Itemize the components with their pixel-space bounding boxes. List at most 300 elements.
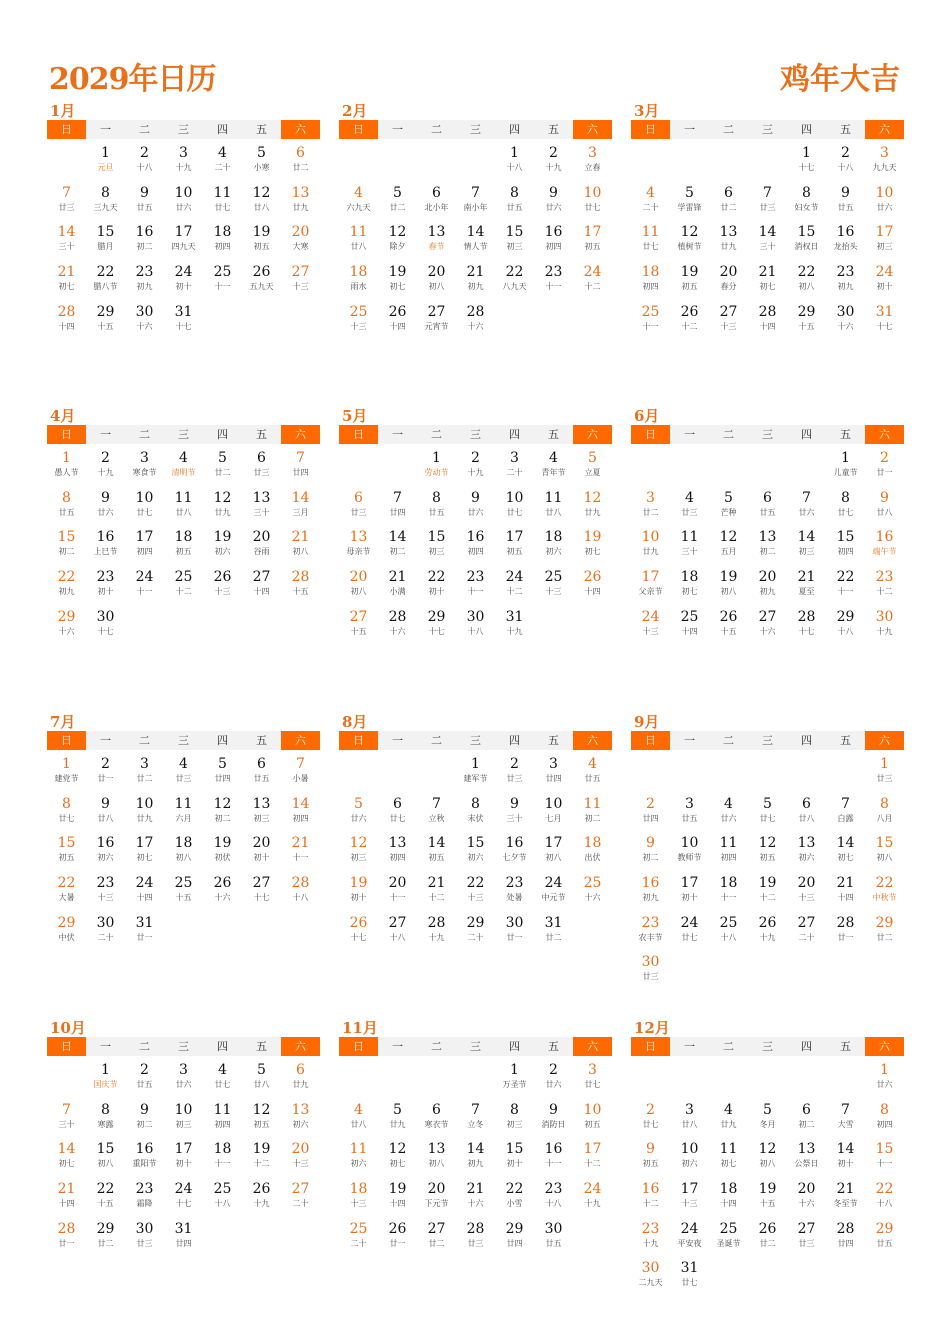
lunar-label: 十六	[136, 321, 153, 331]
day-number: 27	[291, 1181, 310, 1198]
lunar-label: 植树节	[677, 242, 702, 252]
weekday-label: 二	[139, 123, 150, 136]
day-number: 30	[135, 303, 154, 320]
day-number: 6	[802, 1101, 811, 1118]
day-cell	[631, 1135, 670, 1175]
lunar-label: 农丰节	[638, 932, 663, 942]
weekday-label: 日	[339, 1037, 378, 1056]
weekday-label: 一	[684, 1040, 695, 1053]
day-cell	[456, 484, 495, 524]
day-cell	[378, 1096, 417, 1136]
month-title: 1月	[50, 102, 76, 120]
lunar-label: 廿六	[175, 202, 192, 212]
lunar-label: 芒种	[720, 507, 737, 517]
day-cell	[573, 1135, 612, 1175]
lunar-label: 廿七	[136, 507, 153, 517]
lunar-label: 重阳节	[132, 1159, 157, 1169]
day-cell	[534, 869, 573, 909]
day-number: 21	[797, 569, 816, 586]
day-cell	[339, 909, 378, 949]
day-cell	[281, 750, 320, 790]
day-number: 28	[427, 914, 446, 931]
lunar-label: 廿四	[545, 774, 562, 783]
day-cell	[456, 218, 495, 258]
day-number: 26	[719, 608, 738, 625]
day-number: 28	[388, 608, 407, 625]
day-cell	[787, 909, 826, 949]
lunar-label: 十五	[720, 626, 737, 636]
day-number: 10	[641, 529, 660, 546]
day-number: 22	[96, 1181, 115, 1198]
weekday-label: 六	[865, 425, 904, 444]
day-cell	[242, 218, 281, 258]
day-number: 23	[875, 569, 894, 586]
lunar-label: 廿三	[759, 202, 776, 212]
lunar-label: 廿五	[506, 202, 523, 212]
day-cell	[826, 790, 865, 830]
lunar-label: 十四	[584, 587, 601, 597]
day-cell	[456, 444, 495, 484]
day-cell	[456, 790, 495, 830]
weekday-label: 六	[281, 120, 320, 139]
day-number: 21	[427, 875, 446, 892]
weekday-label: 日	[631, 731, 670, 750]
lunar-label: 十九	[759, 932, 776, 942]
day-cell	[125, 218, 164, 258]
weekday-label: 二	[723, 123, 734, 136]
day-cell	[125, 298, 164, 338]
weekday-label: 日	[631, 120, 670, 139]
day-cell	[495, 750, 534, 790]
lunar-label: 小暑	[292, 774, 309, 783]
day-number: 11	[719, 1141, 738, 1158]
day-number: 8	[841, 489, 850, 506]
lunar-label: 十二	[759, 893, 776, 903]
day-number: 18	[349, 1181, 368, 1198]
day-number: 16	[836, 224, 855, 241]
month-block	[47, 405, 320, 705]
day-number: 25	[719, 914, 738, 931]
lunar-label: 三月	[292, 507, 309, 517]
month-block	[47, 100, 320, 400]
day-cell	[826, 869, 865, 909]
day-grid	[631, 750, 904, 988]
day-cell	[125, 1135, 164, 1175]
lunar-label: 廿七	[681, 1278, 698, 1288]
day-cell	[573, 218, 612, 258]
day-number: 1	[62, 756, 71, 772]
day-number: 11	[680, 529, 699, 546]
day-cell	[242, 1135, 281, 1175]
day-number: 20	[252, 835, 271, 852]
day-cell	[378, 790, 417, 830]
day-number: 4	[179, 450, 188, 466]
day-number: 26	[252, 1181, 271, 1198]
lunar-label: 十八	[136, 163, 153, 172]
lunar-label: 初八	[292, 547, 309, 557]
day-cell	[125, 1096, 164, 1136]
day-number: 11	[583, 795, 602, 812]
day-cell	[417, 1175, 456, 1215]
lunar-label: 初三	[253, 813, 270, 823]
day-number: 22	[505, 1181, 524, 1198]
day-number: 24	[680, 914, 699, 931]
day-cell	[709, 869, 748, 909]
day-number: 26	[583, 569, 602, 586]
day-cell	[47, 444, 86, 484]
lunar-label: 廿五	[545, 1238, 562, 1248]
day-number: 23	[505, 875, 524, 892]
day-number: 10	[174, 184, 193, 201]
calendar-header	[0, 0, 950, 100]
day-cell	[203, 1135, 242, 1175]
lunar-label: 圣诞节	[716, 1238, 741, 1248]
day-cell	[748, 179, 787, 219]
day-cell	[378, 258, 417, 298]
day-cell	[378, 484, 417, 524]
lunar-label: 十七	[798, 626, 815, 636]
day-cell	[826, 444, 865, 484]
lunar-label: 十二	[506, 587, 523, 597]
day-number: 14	[466, 1141, 485, 1158]
lunar-label: 初七	[584, 547, 601, 557]
day-cell	[125, 563, 164, 603]
lunar-label: 廿一	[136, 932, 153, 942]
weekday-label: 四	[801, 123, 812, 136]
day-number: 23	[641, 914, 660, 931]
weekday-label: 一	[100, 734, 111, 747]
weekday-header	[47, 425, 320, 444]
day-number: 6	[257, 450, 266, 466]
weekday-header	[631, 120, 904, 139]
day-number: 20	[719, 264, 738, 281]
day-cell	[281, 829, 320, 869]
lunar-label: 中伏	[58, 932, 75, 942]
day-cell	[378, 298, 417, 338]
weekday-header	[631, 1037, 904, 1056]
day-cell	[865, 909, 904, 949]
day-cell	[417, 603, 456, 643]
day-number: 21	[291, 529, 310, 546]
day-number: 18	[680, 569, 699, 586]
lunar-label: 下元节	[424, 1199, 449, 1209]
day-number: 12	[213, 489, 232, 506]
day-cell	[573, 1096, 612, 1136]
day-number: 8	[101, 1101, 110, 1118]
weekday-label: 五	[840, 428, 851, 441]
weekday-label: 日	[47, 120, 86, 139]
weekday-label: 六	[281, 731, 320, 750]
lunar-label: 二十	[642, 202, 659, 212]
day-number: 20	[427, 1181, 446, 1198]
day-number: 29	[466, 914, 485, 931]
day-number: 22	[875, 875, 894, 892]
lunar-label: 初七	[58, 1159, 75, 1169]
lunar-label: 廿五	[837, 202, 854, 212]
day-number: 4	[179, 756, 188, 772]
day-cell	[495, 484, 534, 524]
day-number: 14	[57, 224, 76, 241]
day-number: 21	[57, 1181, 76, 1198]
lunar-label: 十四	[837, 893, 854, 903]
day-cell	[748, 1175, 787, 1215]
lunar-label: 初九	[759, 587, 776, 597]
lunar-label: 十三	[681, 1199, 698, 1209]
weekday-label: 二	[723, 734, 734, 747]
day-cell	[456, 829, 495, 869]
day-number: 23	[544, 1181, 563, 1198]
day-number: 22	[57, 875, 76, 892]
day-number: 28	[291, 875, 310, 892]
lunar-label: 大寒	[292, 242, 309, 252]
day-number: 16	[96, 529, 115, 546]
day-cell	[573, 790, 612, 830]
lunar-label: 十一	[214, 1159, 231, 1169]
lunar-label: 十一	[545, 1159, 562, 1169]
lunar-label: 十六	[584, 893, 601, 903]
weekday-header	[47, 731, 320, 750]
weekday-label: 四	[801, 1040, 812, 1053]
day-number: 8	[432, 489, 441, 506]
weekday-label: 二	[139, 428, 150, 441]
day-cell	[787, 603, 826, 643]
day-number: 29	[836, 608, 855, 625]
day-cell	[865, 139, 904, 179]
lunar-label: 初四	[214, 1119, 231, 1129]
day-cell	[631, 1254, 670, 1294]
lunar-label: 元宵节	[424, 321, 449, 331]
weekday-label: 三	[178, 123, 189, 136]
day-cell	[164, 1215, 203, 1255]
lunar-label: 廿七	[759, 813, 776, 823]
day-number: 27	[758, 608, 777, 625]
day-cell	[826, 1215, 865, 1255]
day-number: 17	[174, 1141, 193, 1158]
day-number: 22	[505, 264, 524, 281]
day-cell	[534, 139, 573, 179]
day-cell	[125, 869, 164, 909]
month-block	[339, 405, 612, 705]
day-number: 21	[466, 264, 485, 281]
day-number: 20	[252, 529, 271, 546]
weekday-label: 五	[548, 734, 559, 747]
day-cell	[670, 1135, 709, 1175]
lunar-label: 十三	[798, 893, 815, 903]
day-cell	[281, 523, 320, 563]
day-number: 4	[724, 1101, 733, 1118]
day-number: 16	[641, 1181, 660, 1198]
day-number: 10	[680, 1141, 699, 1158]
weekday-label: 四	[801, 428, 812, 441]
lunar-label: 十五	[350, 626, 367, 636]
day-number: 26	[349, 914, 368, 931]
lunar-label: 三九天	[93, 202, 118, 212]
day-number: 17	[505, 529, 524, 546]
day-cell	[865, 298, 904, 338]
weekday-label: 六	[573, 1037, 612, 1056]
weekday-label: 二	[431, 734, 442, 747]
day-number: 25	[213, 1181, 232, 1198]
lunar-label: 初四	[837, 547, 854, 557]
day-number: 29	[427, 608, 446, 625]
day-cell	[164, 258, 203, 298]
day-cell	[125, 1215, 164, 1255]
lunar-label: 廿五	[428, 507, 445, 517]
day-number: 4	[354, 184, 363, 201]
day-cell	[242, 829, 281, 869]
month-title: 3月	[634, 102, 660, 120]
day-number: 24	[583, 264, 602, 281]
day-number: 13	[388, 835, 407, 852]
day-number: 9	[841, 184, 850, 201]
lunar-label: 六九天	[346, 202, 371, 212]
day-cell	[670, 869, 709, 909]
day-cell	[748, 218, 787, 258]
day-cell	[495, 909, 534, 949]
day-cell	[339, 218, 378, 258]
day-number: 10	[544, 795, 563, 812]
day-number: 4	[218, 145, 227, 161]
lunar-label: 初三	[175, 1119, 192, 1129]
empty-cell	[339, 1056, 378, 1096]
day-cell	[417, 790, 456, 830]
day-cell	[281, 563, 320, 603]
weekday-label: 六	[573, 425, 612, 444]
lunar-label: 雨水	[350, 282, 367, 292]
lunar-label: 廿五	[759, 507, 776, 517]
lunar-label: 初九	[837, 282, 854, 292]
day-grid	[339, 1056, 612, 1254]
day-number: 4	[685, 489, 694, 506]
day-number: 16	[505, 835, 524, 852]
day-cell	[709, 298, 748, 338]
day-number: 3	[880, 145, 889, 161]
day-cell	[378, 179, 417, 219]
day-number: 28	[466, 303, 485, 320]
day-number: 10	[135, 489, 154, 506]
lunar-label: 廿一	[876, 468, 893, 477]
day-cell	[164, 444, 203, 484]
day-number: 21	[758, 264, 777, 281]
lunar-label: 十一	[876, 1159, 893, 1169]
lunar-label: 初五	[506, 547, 523, 557]
lunar-label: 初二	[136, 242, 153, 252]
lunar-label: 十四	[389, 1199, 406, 1209]
day-cell	[125, 829, 164, 869]
lunar-label: 十六	[798, 1199, 815, 1209]
weekday-label: 五	[256, 1040, 267, 1053]
day-number: 15	[96, 224, 115, 241]
empty-cell	[378, 139, 417, 179]
lunar-label: 初四	[545, 242, 562, 252]
lunar-label: 十一	[720, 893, 737, 903]
day-number: 10	[135, 795, 154, 812]
day-cell	[125, 523, 164, 563]
day-cell	[339, 1215, 378, 1255]
day-number: 22	[836, 569, 855, 586]
lunar-label: 廿二	[292, 163, 309, 172]
day-cell	[631, 484, 670, 524]
lunar-label: 妇女节	[794, 202, 819, 212]
day-cell	[865, 1056, 904, 1096]
day-cell	[456, 298, 495, 338]
lunar-label: 初十	[876, 282, 893, 292]
lunar-label: 廿八	[175, 507, 192, 517]
lunar-label: 十二	[876, 587, 893, 597]
empty-cell	[709, 139, 748, 179]
lunar-label: 廿八	[350, 242, 367, 252]
day-number: 31	[875, 303, 894, 320]
day-number: 25	[174, 875, 193, 892]
weekday-header	[47, 1037, 320, 1056]
day-cell	[164, 750, 203, 790]
day-number: 31	[135, 914, 154, 931]
lunar-label: 廿三	[798, 1238, 815, 1248]
day-number: 19	[758, 1181, 777, 1198]
day-cell	[281, 258, 320, 298]
lunar-label: 廿七	[837, 507, 854, 517]
weekday-label: 五	[256, 123, 267, 136]
lunar-label: 立秋	[428, 813, 445, 823]
day-number: 2	[101, 450, 110, 466]
lunar-label: 十九	[642, 1238, 659, 1248]
lunar-label: 十一	[837, 587, 854, 597]
day-cell	[164, 1135, 203, 1175]
lunar-label: 十八	[545, 1199, 562, 1209]
lunar-label: 初九	[467, 1159, 484, 1169]
day-cell	[826, 1135, 865, 1175]
day-number: 13	[252, 795, 271, 812]
weekday-label: 四	[509, 734, 520, 747]
day-cell	[164, 1056, 203, 1096]
day-cell	[787, 869, 826, 909]
day-cell	[339, 1096, 378, 1136]
day-cell	[709, 909, 748, 949]
weekday-label: 五	[840, 734, 851, 747]
lunar-label: 劳动节	[424, 468, 449, 477]
lunar-label: 白露	[837, 813, 854, 823]
day-cell	[748, 563, 787, 603]
day-number: 19	[583, 529, 602, 546]
day-cell	[164, 563, 203, 603]
lunar-label: 初四	[720, 853, 737, 863]
day-cell	[203, 179, 242, 219]
day-number: 20	[388, 875, 407, 892]
day-cell	[631, 790, 670, 830]
lunar-label: 廿九	[214, 507, 231, 517]
month-block	[339, 1017, 612, 1317]
day-cell	[456, 909, 495, 949]
lunar-label: 初七	[136, 853, 153, 863]
lunar-label: 二十	[467, 932, 484, 942]
day-cell	[339, 829, 378, 869]
day-number: 24	[135, 569, 154, 586]
lunar-label: 初四	[467, 547, 484, 557]
lunar-label: 初伏	[214, 853, 231, 863]
lunar-label: 廿三	[58, 202, 75, 212]
lunar-label: 四九天	[171, 242, 196, 252]
weekday-label: 日	[47, 1037, 86, 1056]
day-cell	[826, 603, 865, 643]
empty-cell	[378, 1056, 417, 1096]
lunar-label: 初七	[759, 282, 776, 292]
day-cell	[47, 179, 86, 219]
day-number: 18	[213, 1141, 232, 1158]
lunar-label: 十七	[350, 932, 367, 942]
day-number: 2	[140, 145, 149, 161]
lunar-label: 廿六	[545, 202, 562, 212]
day-cell	[86, 484, 125, 524]
